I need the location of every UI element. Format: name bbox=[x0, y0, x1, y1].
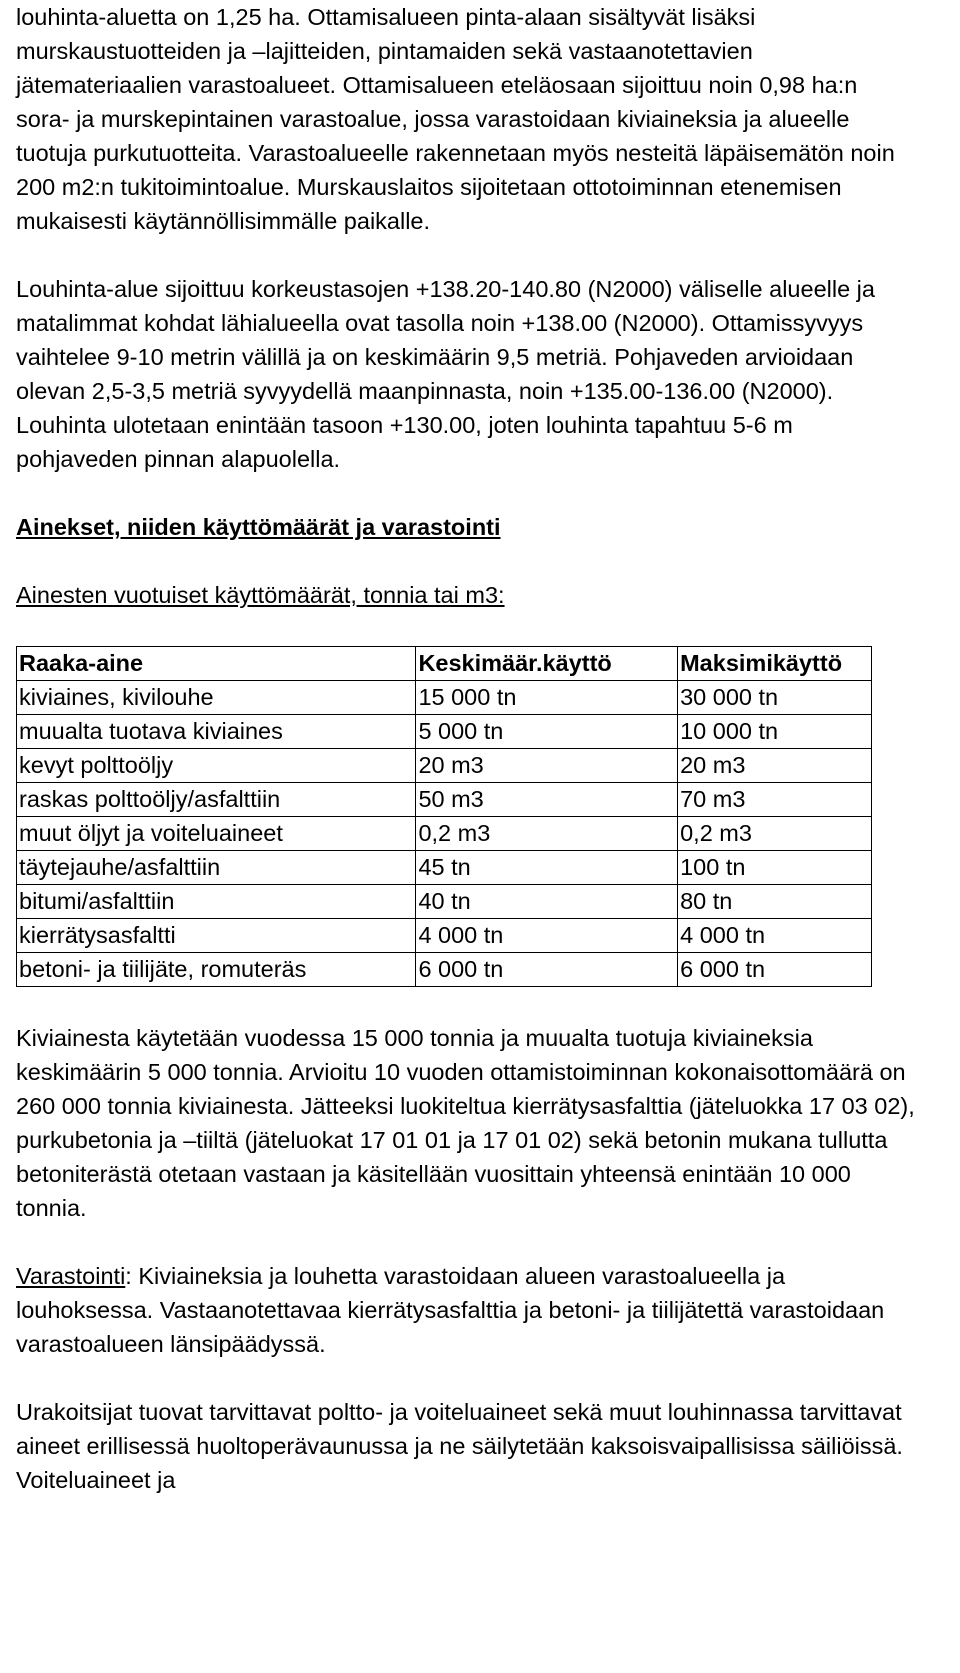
cell-average: 50 m3 bbox=[416, 783, 678, 817]
storage-text: : Kiviaineksia ja louhetta varastoidaan alueen varastoalueella ja louhoksessa. Vastaanotettavaa kierrätysasfalttia ja betoni- ja tiilijätettä varastoidaan varastoalueen länsipäädyssä. bbox=[16, 1263, 885, 1357]
materials-table bbox=[16, 646, 872, 987]
cell-max: 30 000 tn bbox=[678, 681, 872, 715]
header-maksimi: Maksimikäyttö bbox=[678, 647, 872, 681]
cell-average: 6 000 tn bbox=[416, 953, 678, 987]
table-row bbox=[17, 919, 872, 953]
paragraph-elevation: Louhinta-alue sijoittuu korkeustasojen +138.20-140.80 (N2000) väliselle alueelle ja matalimmat kohdat lähialueella ovat tasolla noin +138.00 (N2000). Ottamissyvyys vaihtelee 9-10 metrin välillä ja on keskimäärin 9,5 metriä. Pohjaveden arvioidaan olevan 2,5-3,5 metriä syvyydellä maanpinnasta, noin +135.00-136.00 (N2000). Louhinta ulotetaan enintään tasoon +130.00, joten louhinta tapahtuu 5-6 m pohjaveden pinnan alapuolella. bbox=[16, 276, 875, 472]
paragraph-louhinta-area: louhinta-aluetta on 1,25 ha. Ottamisalueen pinta-alaan sisältyvät lisäksi murskaustuotteiden ja –lajitteiden, pintamaiden sekä vastaanotettavien jätemateriaalien varastoalueet. Ottamisalueen eteläosaan sijoittuu noin 0,98 ha:n sora- ja murskepintainen varastoalue, jossa varastoidaan kiviaineksia ja alueelle tuotuja purkutuotteita. Varastoalueelle rakennetaan myös nesteitä läpäisemätön noin 200 m2:n tukitoimintoalue. Murskauslaitos sijoitetaan ottotoiminnan etenemisen mukaisesti käytännöllisimmälle paikalle. bbox=[16, 4, 895, 234]
cell-average: 0,2 m3 bbox=[416, 817, 678, 851]
header-keskimaar: Keskimäär.käyttö bbox=[416, 647, 678, 681]
paragraph-storage bbox=[16, 1259, 916, 1361]
cell-average: 45 tn bbox=[416, 851, 678, 885]
cell-material: bitumi/asfalttiin bbox=[17, 885, 416, 919]
cell-average: 5 000 tn bbox=[416, 715, 678, 749]
table-row bbox=[17, 885, 872, 919]
cell-max: 80 tn bbox=[678, 885, 872, 919]
cell-max: 6 000 tn bbox=[678, 953, 872, 987]
header-raaka-aine: Raaka-aine bbox=[17, 647, 416, 681]
table-row bbox=[17, 783, 872, 817]
cell-material: täytejauhe/asfalttiin bbox=[17, 851, 416, 885]
cell-material: kiviaines, kivilouhe bbox=[17, 681, 416, 715]
cell-average: 4 000 tn bbox=[416, 919, 678, 953]
table-row bbox=[17, 953, 872, 987]
cell-max: 0,2 m3 bbox=[678, 817, 872, 851]
document-page bbox=[16, 0, 916, 1497]
table-row bbox=[17, 715, 872, 749]
section-heading: Ainekset, niiden käyttömäärät ja varastointi bbox=[16, 514, 501, 540]
table-header-row bbox=[17, 647, 872, 681]
cell-material: raskas polttoöljy/asfalttiin bbox=[17, 783, 416, 817]
cell-max: 20 m3 bbox=[678, 749, 872, 783]
cell-max: 4 000 tn bbox=[678, 919, 872, 953]
paragraph-quantities: Kiviainesta käytetään vuodessa 15 000 tonnia ja muualta tuotuja kiviaineksia keskimäärin 5 000 tonnia. Arvioitu 10 vuoden ottamistoiminnan kokonaisottomäärä on 260 000 tonnia kiviainesta. Jätteeksi luokiteltua kierrätysasfalttia (jäteluokka 17 03 02), purkubetonia ja –tiiltä (jäteluokat 17 01 01 ja 17 01 02) sekä betonin mukana tullutta betoniterästä otetaan vastaan ja käsitellään vuosittain yhteensä enintään 10 000 tonnia. bbox=[16, 1025, 915, 1221]
cell-material: muut öljyt ja voiteluaineet bbox=[17, 817, 416, 851]
cell-max: 10 000 tn bbox=[678, 715, 872, 749]
cell-material: muualta tuotava kiviaines bbox=[17, 715, 416, 749]
paragraph-contractors: Urakoitsijat tuovat tarvittavat poltto- ja voiteluaineet sekä muut louhinnassa tarvittavat aineet erillisessä huoltoperävaunussa ja ne säilytetään kaksoisvaipallisissa säiliöissä. Voiteluaineet ja bbox=[16, 1399, 903, 1493]
table-caption: Ainesten vuotuiset käyttömäärät, tonnia tai m3: bbox=[16, 582, 505, 608]
table-row bbox=[17, 817, 872, 851]
cell-average: 15 000 tn bbox=[416, 681, 678, 715]
cell-material: betoni- ja tiilijäte, romuteräs bbox=[17, 953, 416, 987]
table-row bbox=[17, 851, 872, 885]
table-row bbox=[17, 681, 872, 715]
storage-label: Varastointi bbox=[16, 1263, 126, 1289]
cell-average: 20 m3 bbox=[416, 749, 678, 783]
cell-max: 70 m3 bbox=[678, 783, 872, 817]
cell-material: kierrätysasfaltti bbox=[17, 919, 416, 953]
cell-material: kevyt polttoöljy bbox=[17, 749, 416, 783]
cell-average: 40 tn bbox=[416, 885, 678, 919]
cell-max: 100 tn bbox=[678, 851, 872, 885]
table-row bbox=[17, 749, 872, 783]
